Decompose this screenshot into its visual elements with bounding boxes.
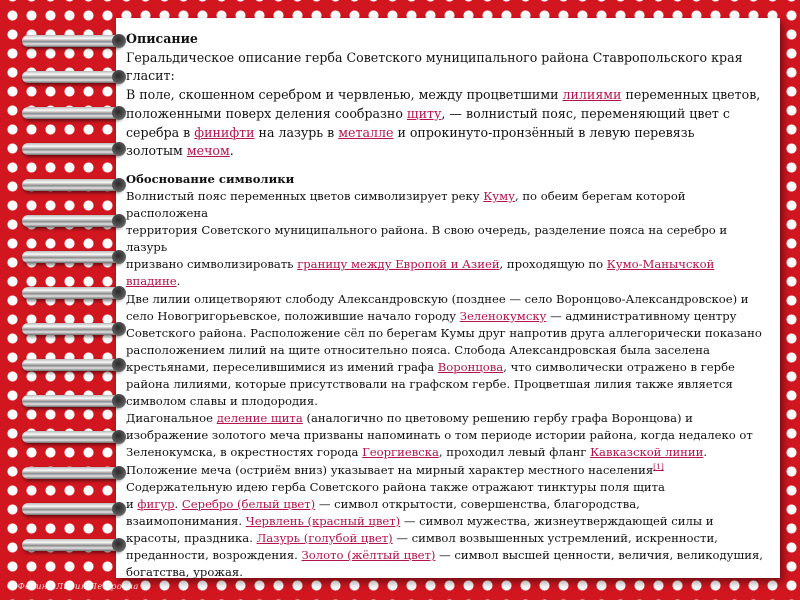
description-line (126, 142, 766, 161)
symbolism-line (126, 273, 766, 290)
symbolism-line: расположением лилий на щите относительно пояса. Слобода Александровская была заселена (126, 342, 710, 357)
description-line: гласит: (126, 68, 175, 84)
text-run: . (174, 496, 182, 511)
text-run: — административному центру (546, 308, 737, 323)
text-run: В поле, скошенном серебром и червленью, между процветшими (126, 87, 563, 103)
text-run: , что символически отражено в гербе (503, 359, 735, 374)
description-line (126, 86, 766, 105)
symbolism-line: Две лилии олицетворяют слободу Александровскую (позднее — село Воронцово-Александровское) и (126, 291, 749, 306)
link-lilii[interactable]: лилиями (562, 87, 622, 103)
text-run: , — волнистый пояс, переменяющий цвет с (441, 105, 730, 121)
link-zoloto[interactable]: Золото (жёлтый цвет) (301, 547, 436, 562)
text-run: положенными поверх деления сообразно (126, 105, 407, 121)
symbolism-line: символом славы и плодородия. (126, 394, 318, 409)
text-run: , проходящую по (499, 257, 607, 272)
symbolism-line: изображение золотого меча призваны напоминать о том периоде истории района, когда недалеко от (126, 428, 753, 443)
binder-ring (22, 67, 134, 87)
text-run: село Новогригорьевское, положившие начало городу (126, 308, 460, 323)
binder-ring (22, 103, 134, 123)
symbolism-line: Советского района. Расположение сёл по берегам Кумы друг напротив друга аллегорически показано (126, 325, 762, 340)
binder-ring (22, 283, 134, 303)
binder-ring (22, 463, 134, 483)
symbolism-line (126, 308, 766, 325)
binder-ring (22, 175, 134, 195)
link-metall[interactable]: металле (338, 124, 394, 140)
link-kumo-manych[interactable]: Кумо-Манычской (606, 257, 715, 272)
text-run: — символ возвышенных устремлений, искренности, (392, 530, 718, 545)
description-line (126, 105, 766, 124)
text-run: преданности, возрождения. (126, 547, 302, 562)
binder-ring (22, 247, 134, 267)
link-zelenokumsk[interactable]: Зеленокумску (459, 308, 547, 323)
symbolism-line (126, 256, 766, 273)
link-lazur[interactable]: Лазурь (голубой цвет) (256, 530, 393, 545)
text-run: , по обеим берегам которой расположена (126, 189, 686, 221)
link-shchit[interactable]: щиту (406, 105, 442, 121)
link-europe-asia-border[interactable]: границу между Европой и Азией (297, 257, 500, 272)
binder-ring (22, 427, 134, 447)
symbolism-line (126, 410, 766, 427)
link-georgievsk[interactable]: Георгиевска (362, 445, 439, 460)
binder-ring (22, 535, 134, 555)
watermark: © Фокина Лидия Петровна (6, 582, 139, 592)
symbolism-line (126, 530, 766, 547)
link-finift[interactable]: финифти (194, 124, 255, 140)
article-content (126, 30, 766, 581)
description-line (126, 124, 766, 143)
text-run: призвано символизировать (126, 257, 298, 272)
text-run: и опрокинуто-пронзённый в левую перевязь (393, 124, 695, 140)
link-vorontsov[interactable]: Воронцова (437, 359, 504, 374)
text-run: , проходил левый фланг (438, 445, 591, 460)
text-run: Диагональное (126, 411, 217, 426)
footnote-ref-link[interactable]: [1] (653, 461, 664, 471)
link-serebro[interactable]: Серебро (белый цвет) (181, 496, 316, 511)
symbolism-line (126, 444, 766, 461)
text-run: и (126, 496, 138, 511)
binder-ring (22, 139, 134, 159)
description-section (126, 30, 766, 161)
symbolism-heading: Обоснование символики (126, 171, 295, 186)
description-heading: Описание (126, 31, 198, 46)
symbolism-line (126, 496, 766, 513)
binder-ring (22, 391, 134, 411)
symbolism-line: богатства, урожая. (126, 565, 243, 580)
text-run: переменных цветов, (621, 87, 761, 103)
text-run: красоты, праздника. (126, 530, 257, 545)
link-mech[interactable]: мечом (186, 143, 230, 159)
link-figury[interactable]: фигур (137, 496, 175, 511)
text-run: на лазурь в (254, 124, 339, 140)
link-kuma[interactable]: Куму (483, 189, 515, 204)
symbolism-line (126, 513, 766, 530)
binder-ring (22, 31, 134, 51)
symbolism-line: района лилиями, которые присутствовали на графском гербе. Процветшая лилия также является (126, 377, 733, 392)
symbolism-section (126, 171, 766, 581)
binder-ring (22, 499, 134, 519)
text-run: — символ открытости, совершенства, благородства, (315, 496, 640, 511)
text-run: серебра в (126, 124, 195, 140)
binder-ring (22, 355, 134, 375)
link-chervlen[interactable]: Червлень (красный цвет) (245, 513, 401, 528)
text-run: золотым (126, 143, 187, 159)
text-run: . (229, 143, 234, 159)
text-run: Зеленокумска, в окрестностях города (126, 445, 363, 460)
text-run: . (703, 445, 708, 460)
text-run: крестьянами, переселившимися из имений графа (126, 359, 438, 374)
binder-ring (22, 211, 134, 231)
symbolism-line: территория Советского муниципального района. В свою очередь, разделение пояса на серебро и лазурь (126, 223, 728, 255)
description-line: Геральдическое описание герба Советского муниципального района Ставропольского края (126, 49, 743, 65)
text-run: взаимопонимания. (126, 513, 246, 528)
symbolism-line (126, 188, 766, 222)
binder-ring (22, 319, 134, 339)
text-run: Волнистый пояс переменных цветов символизирует реку (126, 189, 484, 204)
text-run: . (176, 274, 181, 289)
link-shield-division[interactable]: деление щита (216, 411, 303, 426)
text-run: — символ мужества, жизнеутверждающей силы и (400, 513, 714, 528)
symbolism-line (126, 462, 766, 479)
symbolism-line: Содержательную идею герба Советского района также отражают тинктуры поля щита (126, 479, 665, 494)
link-caucasus-line[interactable]: Кавказской линии (590, 445, 704, 460)
symbolism-line (126, 359, 766, 376)
link-vpadina[interactable]: впадине (126, 274, 177, 289)
text-run: (аналогично по цветовому решению гербу графа Воронцова) и (302, 411, 693, 426)
text-run: Положение меча (остриём вниз) указывает на мирный характер местного населения (126, 462, 654, 477)
text-run: — символ высшей ценности, величия, великодушия, (435, 547, 763, 562)
symbolism-line (126, 547, 766, 564)
